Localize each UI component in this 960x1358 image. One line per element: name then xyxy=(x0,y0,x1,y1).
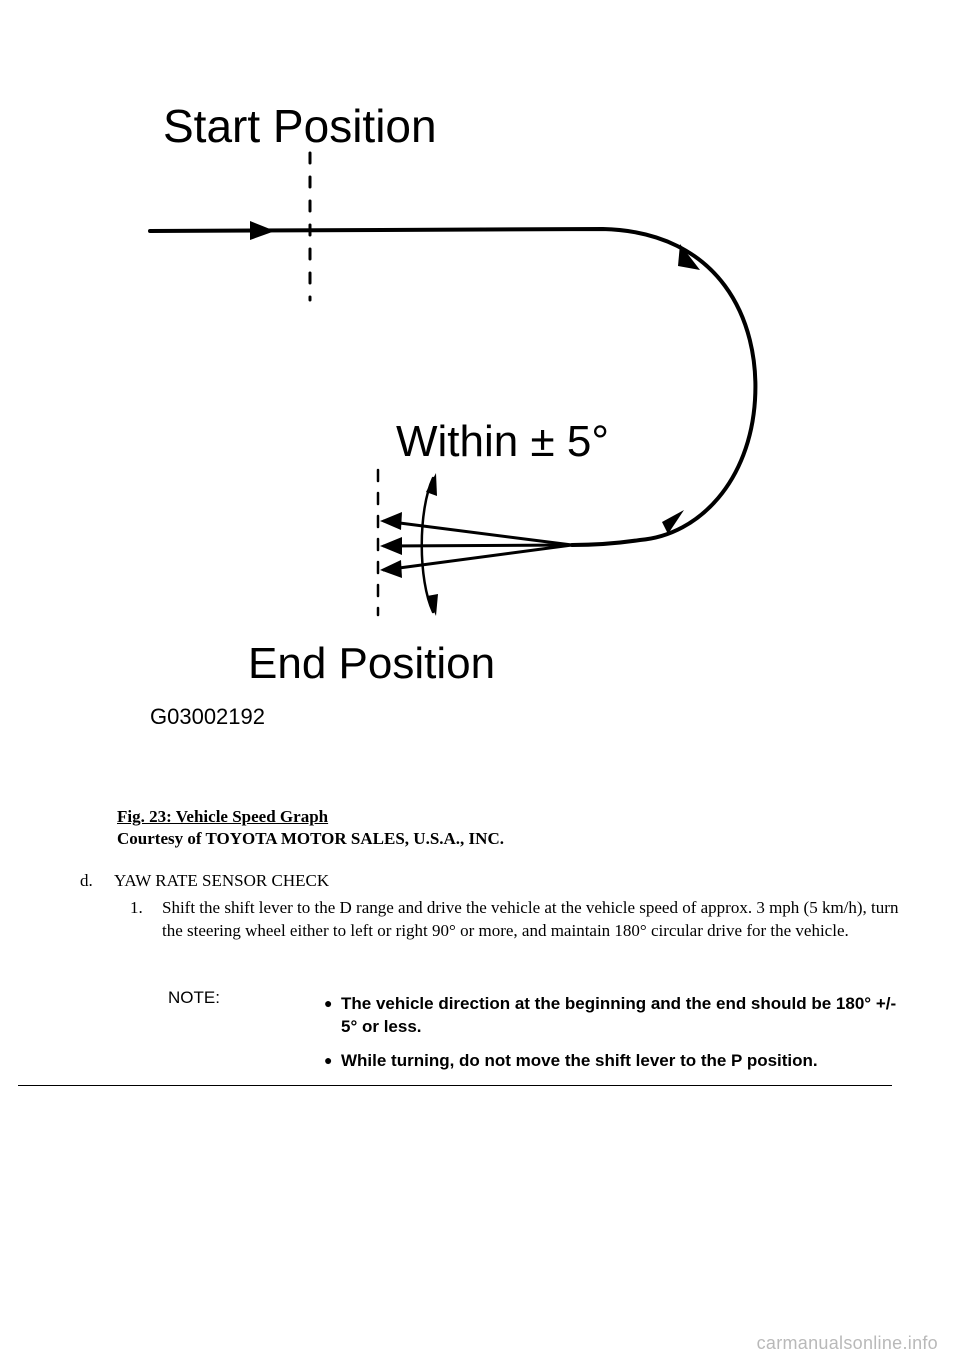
return-ray-lower xyxy=(384,545,572,570)
graphic-code: G03002192 xyxy=(150,704,265,729)
bullet-icon: ● xyxy=(324,1052,333,1068)
watermark: carmanualsonline.info xyxy=(756,1333,938,1353)
arrowhead-icon xyxy=(250,221,275,240)
step-heading xyxy=(80,870,329,892)
end-position-label: End Position xyxy=(248,639,496,688)
list-item xyxy=(324,992,904,1038)
return-ray-upper xyxy=(384,521,572,545)
substep-number: 1. xyxy=(130,898,143,917)
note-label: NOTE: xyxy=(168,988,220,1007)
figure-caption xyxy=(117,806,504,850)
step-marker: d. xyxy=(80,871,93,890)
arrowhead-icon xyxy=(426,473,437,496)
section-divider xyxy=(18,1085,892,1086)
figure-title: Fig. 23: Vehicle Speed Graph xyxy=(117,807,329,826)
arrowhead-icon xyxy=(380,560,402,578)
tolerance-label: Within ± 5° xyxy=(396,417,609,466)
vehicle-path xyxy=(150,229,755,545)
note-list xyxy=(324,992,904,1083)
list-item xyxy=(324,1049,904,1072)
note-item-text: The vehicle direction at the beginning and the end should be 180° +/- 5° or less. xyxy=(341,994,897,1036)
arrowhead-icon xyxy=(380,512,402,530)
substep-1 xyxy=(130,896,900,942)
arrowhead-icon xyxy=(380,537,402,555)
step-title: YAW RATE SENSOR CHECK xyxy=(114,871,330,890)
return-ray-center xyxy=(384,545,572,546)
start-position-label: Start Position xyxy=(163,100,437,152)
note-item-text: While turning, do not move the shift lever to the P position. xyxy=(341,1051,818,1070)
courtesy-line: Courtesy of TOYOTA MOTOR SALES, U.S.A., INC. xyxy=(117,829,504,848)
bullet-icon: ● xyxy=(324,995,333,1011)
substep-text: Shift the shift lever to the D range and drive the vehicle at the vehicle speed of approx. 3 mph (5 km/h), turn the steering wheel either to left or right 90° or more, and maintain 180° circular drive for the vehicle. xyxy=(162,898,899,940)
